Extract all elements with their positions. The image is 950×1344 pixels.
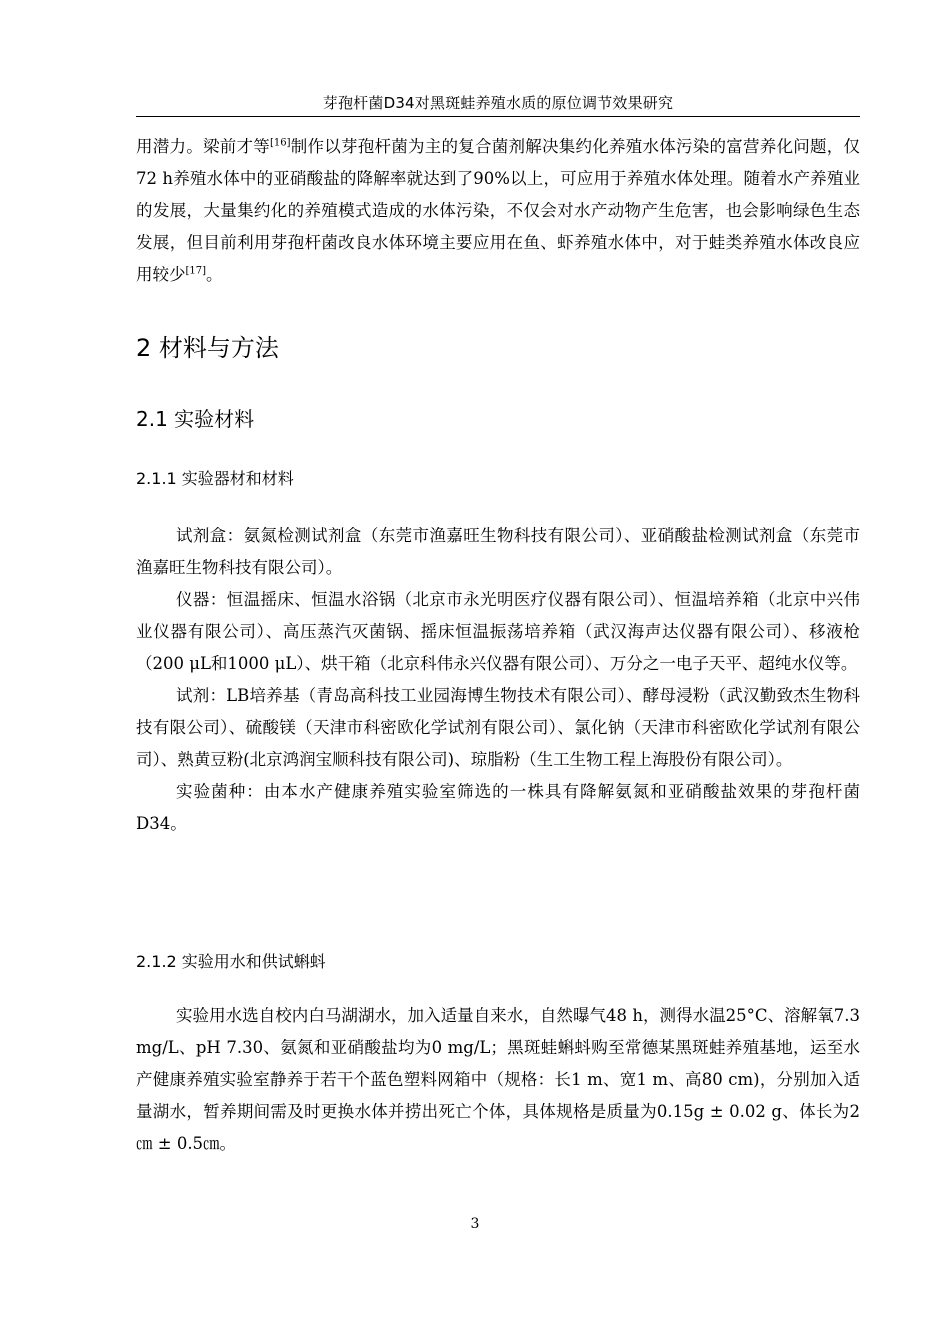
running-header: 芽孢杆菌D34对黑斑蛙养殖水质的原位调节效果研究: [322, 94, 674, 112]
water-tadpole-section: [136, 1000, 860, 1160]
citation-17: [17]: [185, 265, 207, 277]
section-heading-2-1: 2.1 实验材料: [136, 407, 255, 431]
paragraph-strain: 实验菌种：由本水产健康养殖实验室筛选的一株具有降解氨氮和亚硝酸盐效果的芽孢杆菌D34。: [136, 782, 860, 833]
section-heading-2: 2 材料与方法: [136, 334, 279, 362]
intro-text-part1: 用潜力。梁前才等: [136, 137, 270, 156]
paragraph-reagent-kits: 试剂盒：氨氮检测试剂盒（东莞市渔嘉旺生物科技有限公司）、亚硝酸盐检测试剂盒（东莞市渔嘉旺生物科技有限公司）。: [136, 526, 860, 577]
citation-16: [16]: [270, 137, 291, 149]
intro-paragraph: [136, 131, 860, 291]
materials-section: [136, 520, 860, 840]
paragraph-reagents: 试剂：LB培养基（青岛高科技工业园海博生物技术有限公司）、酵母浸粉（武汉勤致杰生物科技有限公司）、硫酸镁（天津市科密欧化学试剂有限公司）、氯化钠（天津市科密欧化学试剂有限公司）、熟黄豆粉(北京鸿润宝顺科技有限公司)、琼脂粉（生工生物工程上海股份有限公司）。: [136, 686, 860, 769]
intro-text-part2: 制作以芽孢杆菌为主的复合菌剂解决集约化养殖水体污染的富营养化问题，仅72 h养殖水体中的亚硝酸盐的降解率就达到了90%以上，可应用于养殖水体处理。随着水产养殖业的发展，大量集约化的养殖模式造成的水体污染，不仅会对水产动物产生危害，也会影响绿色生态发展，但目前利用芽孢杆菌改良水体环境主要应用在鱼、虾养殖水体中，对于蛙类养殖水体改良应用较少: [136, 137, 861, 284]
paragraph-water-tadpoles: 实验用水选自校内白马湖湖水，加入适量自来水，自然曝气48 h，测得水温25°C、溶解氧7.3 mg/L、pH 7.30、氨氮和亚硝酸盐均为0 mg/L；黑斑蛙蝌蚪购至常德某黑斑蛙养殖基地，运至水产健康养殖实验室静养于若干个蓝色塑料网箱中（规格：长1 m、宽1 m、高80 cm)，分别加入适量湖水，暂养期间需及时更换水体并捞出死亡个体，具体规格是质量为0.15g ± 0.02 g、体长为2㎝ ± 0.5㎝。: [136, 1006, 860, 1153]
page-number: 3: [470, 1216, 480, 1232]
header-rule: [136, 116, 860, 117]
section-heading-2-1-1: 2.1.1 实验器材和材料: [136, 469, 294, 488]
paragraph-instruments: 仪器：恒温摇床、恒温水浴锅（北京市永光明医疗仪器有限公司）、恒温培养箱（北京中兴伟业仪器有限公司）、高压蒸汽灭菌锅、摇床恒温振荡培养箱（武汉海声达仪器有限公司）、移液枪（200 μL和1000 μL）、烘干箱（北京科伟永兴仪器有限公司）、万分之一电子天平、超纯水仪等。: [136, 590, 860, 673]
intro-text-part3: 。: [206, 265, 223, 284]
section-heading-2-1-2: 2.1.2 实验用水和供试蝌蚪: [136, 952, 326, 971]
